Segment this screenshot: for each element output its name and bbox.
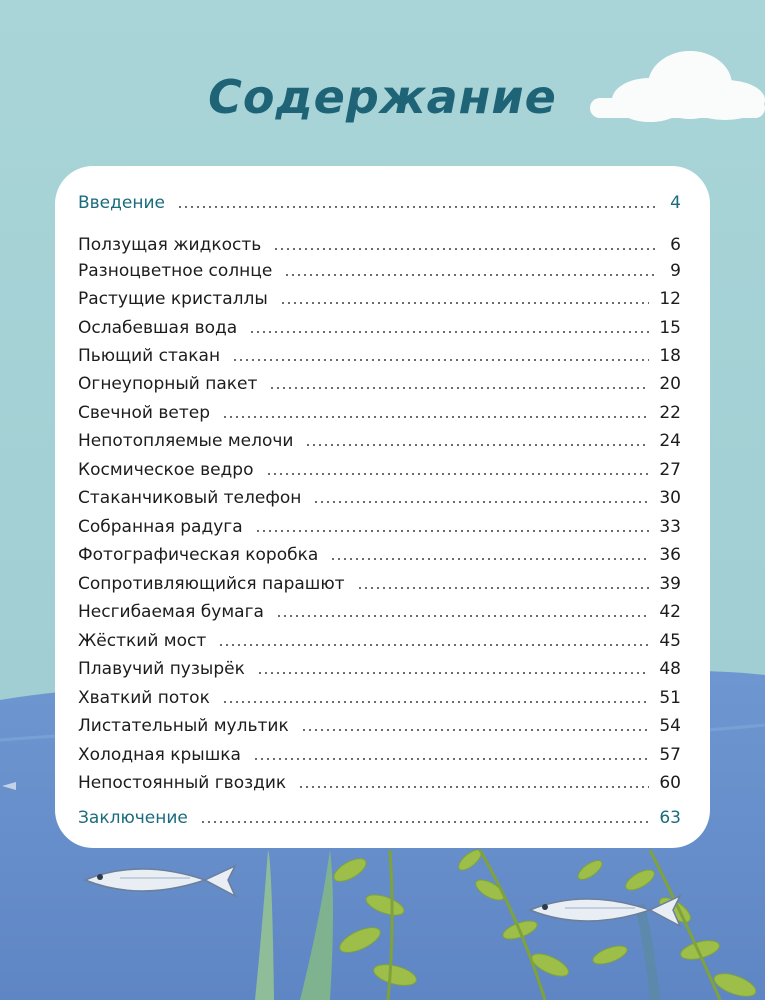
toc-entry[interactable] [78, 537, 681, 565]
toc-entry-title: Фотографическая коробка [78, 545, 319, 565]
toc-entry-title: Непостоянный гвоздик [78, 773, 287, 793]
dot-leader [313, 501, 649, 503]
toc-entry-page-number: 42 [659, 602, 681, 622]
dot-leader [305, 444, 649, 446]
dot-leader [276, 615, 649, 617]
toc-entry[interactable] [78, 509, 681, 537]
toc-entry-page-number: 60 [659, 773, 681, 793]
toc-entry-title: Жёсткий мост [78, 631, 207, 651]
toc-entry[interactable] [78, 737, 681, 765]
toc-entry-title: Ползущая жидкость [78, 235, 262, 255]
toc-entry-title: Свечной ветер [78, 403, 210, 423]
toc-entry[interactable] [78, 395, 681, 423]
toc-entry-title: Плавучий пузырёк [78, 659, 245, 679]
toc-entry[interactable] [78, 708, 681, 736]
toc-entry-title: Введение [78, 193, 165, 213]
toc-entry-title: Стаканчиковый телефон [78, 488, 302, 508]
dot-leader [222, 701, 650, 703]
dot-leader [200, 821, 649, 823]
toc-entry-page-number: 36 [659, 545, 681, 565]
dot-leader [222, 416, 649, 418]
toc-entry-page-number: 24 [659, 431, 681, 451]
toc-entry-title: Листательный мультик [78, 716, 289, 736]
toc-entry[interactable] [78, 800, 681, 828]
toc-entry-page-number: 12 [659, 289, 681, 309]
toc-entry[interactable] [78, 452, 681, 480]
toc-entry-title: Космическое ведро [78, 460, 254, 480]
toc-entry-page-number: 6 [670, 235, 681, 255]
toc-entry-page-number: 33 [659, 517, 681, 537]
toc-entry[interactable] [78, 423, 681, 451]
toc-entry-page-number: 45 [659, 631, 681, 651]
toc-entry-title: Несгибаемая бумага [78, 602, 264, 622]
toc-entry[interactable] [78, 366, 681, 394]
toc-entry-page-number: 9 [670, 261, 681, 281]
toc-entry-title: Огнеупорный пакет [78, 374, 258, 394]
toc-entry[interactable] [78, 281, 681, 309]
dot-leader [330, 558, 649, 560]
dot-leader [232, 359, 649, 361]
toc-entry-title: Собранная радуга [78, 517, 243, 537]
toc-entry-page-number: 20 [659, 374, 681, 394]
dot-leader [177, 206, 655, 208]
toc-entry-title: Непотопляемые мелочи [78, 431, 294, 451]
toc-entry[interactable] [78, 765, 681, 793]
toc-entry[interactable] [78, 594, 681, 622]
toc-entry[interactable] [78, 623, 681, 651]
toc-entry-page-number: 63 [659, 808, 681, 828]
dot-leader [280, 302, 650, 304]
toc-entry-page-number: 18 [659, 346, 681, 366]
toc-entry-title: Заключение [78, 808, 188, 828]
toc-entry[interactable] [78, 680, 681, 708]
toc-entry-title: Хваткий поток [78, 688, 210, 708]
toc-entry[interactable] [78, 566, 681, 594]
dot-leader [218, 644, 649, 646]
toc-entry-page-number: 30 [659, 488, 681, 508]
toc-entry-page-number: 4 [670, 193, 681, 213]
toc-entry-title: Холодная крышка [78, 745, 241, 765]
dot-leader [253, 758, 649, 760]
dot-leader [257, 672, 650, 674]
toc-entry-page-number: 15 [659, 318, 681, 338]
dot-leader [357, 587, 650, 589]
toc-entry[interactable] [78, 253, 681, 281]
dot-leader [249, 331, 649, 333]
toc-entry-page-number: 54 [659, 716, 681, 736]
toc-entry[interactable] [78, 185, 681, 213]
toc-entry[interactable] [78, 338, 681, 366]
toc-entry[interactable] [78, 480, 681, 508]
dot-leader [284, 274, 655, 276]
toc-entry[interactable] [78, 651, 681, 679]
page-title: Содержание [208, 70, 557, 124]
toc-entry-page-number: 48 [659, 659, 681, 679]
dot-leader [266, 473, 650, 475]
dot-leader [298, 786, 649, 788]
toc-entry-page-number: 51 [659, 688, 681, 708]
toc-entry-title: Пьющий стакан [78, 346, 221, 366]
toc-entry-title: Ослабевшая вода [78, 318, 238, 338]
toc-entry-title: Сопротивляющийся парашют [78, 574, 345, 594]
toc-entry-page-number: 57 [659, 745, 681, 765]
toc-entry[interactable] [78, 310, 681, 338]
toc-entry-title: Разноцветное солнце [78, 261, 273, 281]
toc-entry-page-number: 27 [659, 460, 681, 480]
dot-leader [255, 530, 650, 532]
toc-entry-title: Растущие кристаллы [78, 289, 268, 309]
dot-leader [269, 387, 649, 389]
toc-entry[interactable] [78, 227, 681, 255]
dot-leader [273, 248, 655, 250]
toc-entry-page-number: 22 [659, 403, 681, 423]
toc-entry-page-number: 39 [659, 574, 681, 594]
dot-leader [301, 729, 650, 731]
